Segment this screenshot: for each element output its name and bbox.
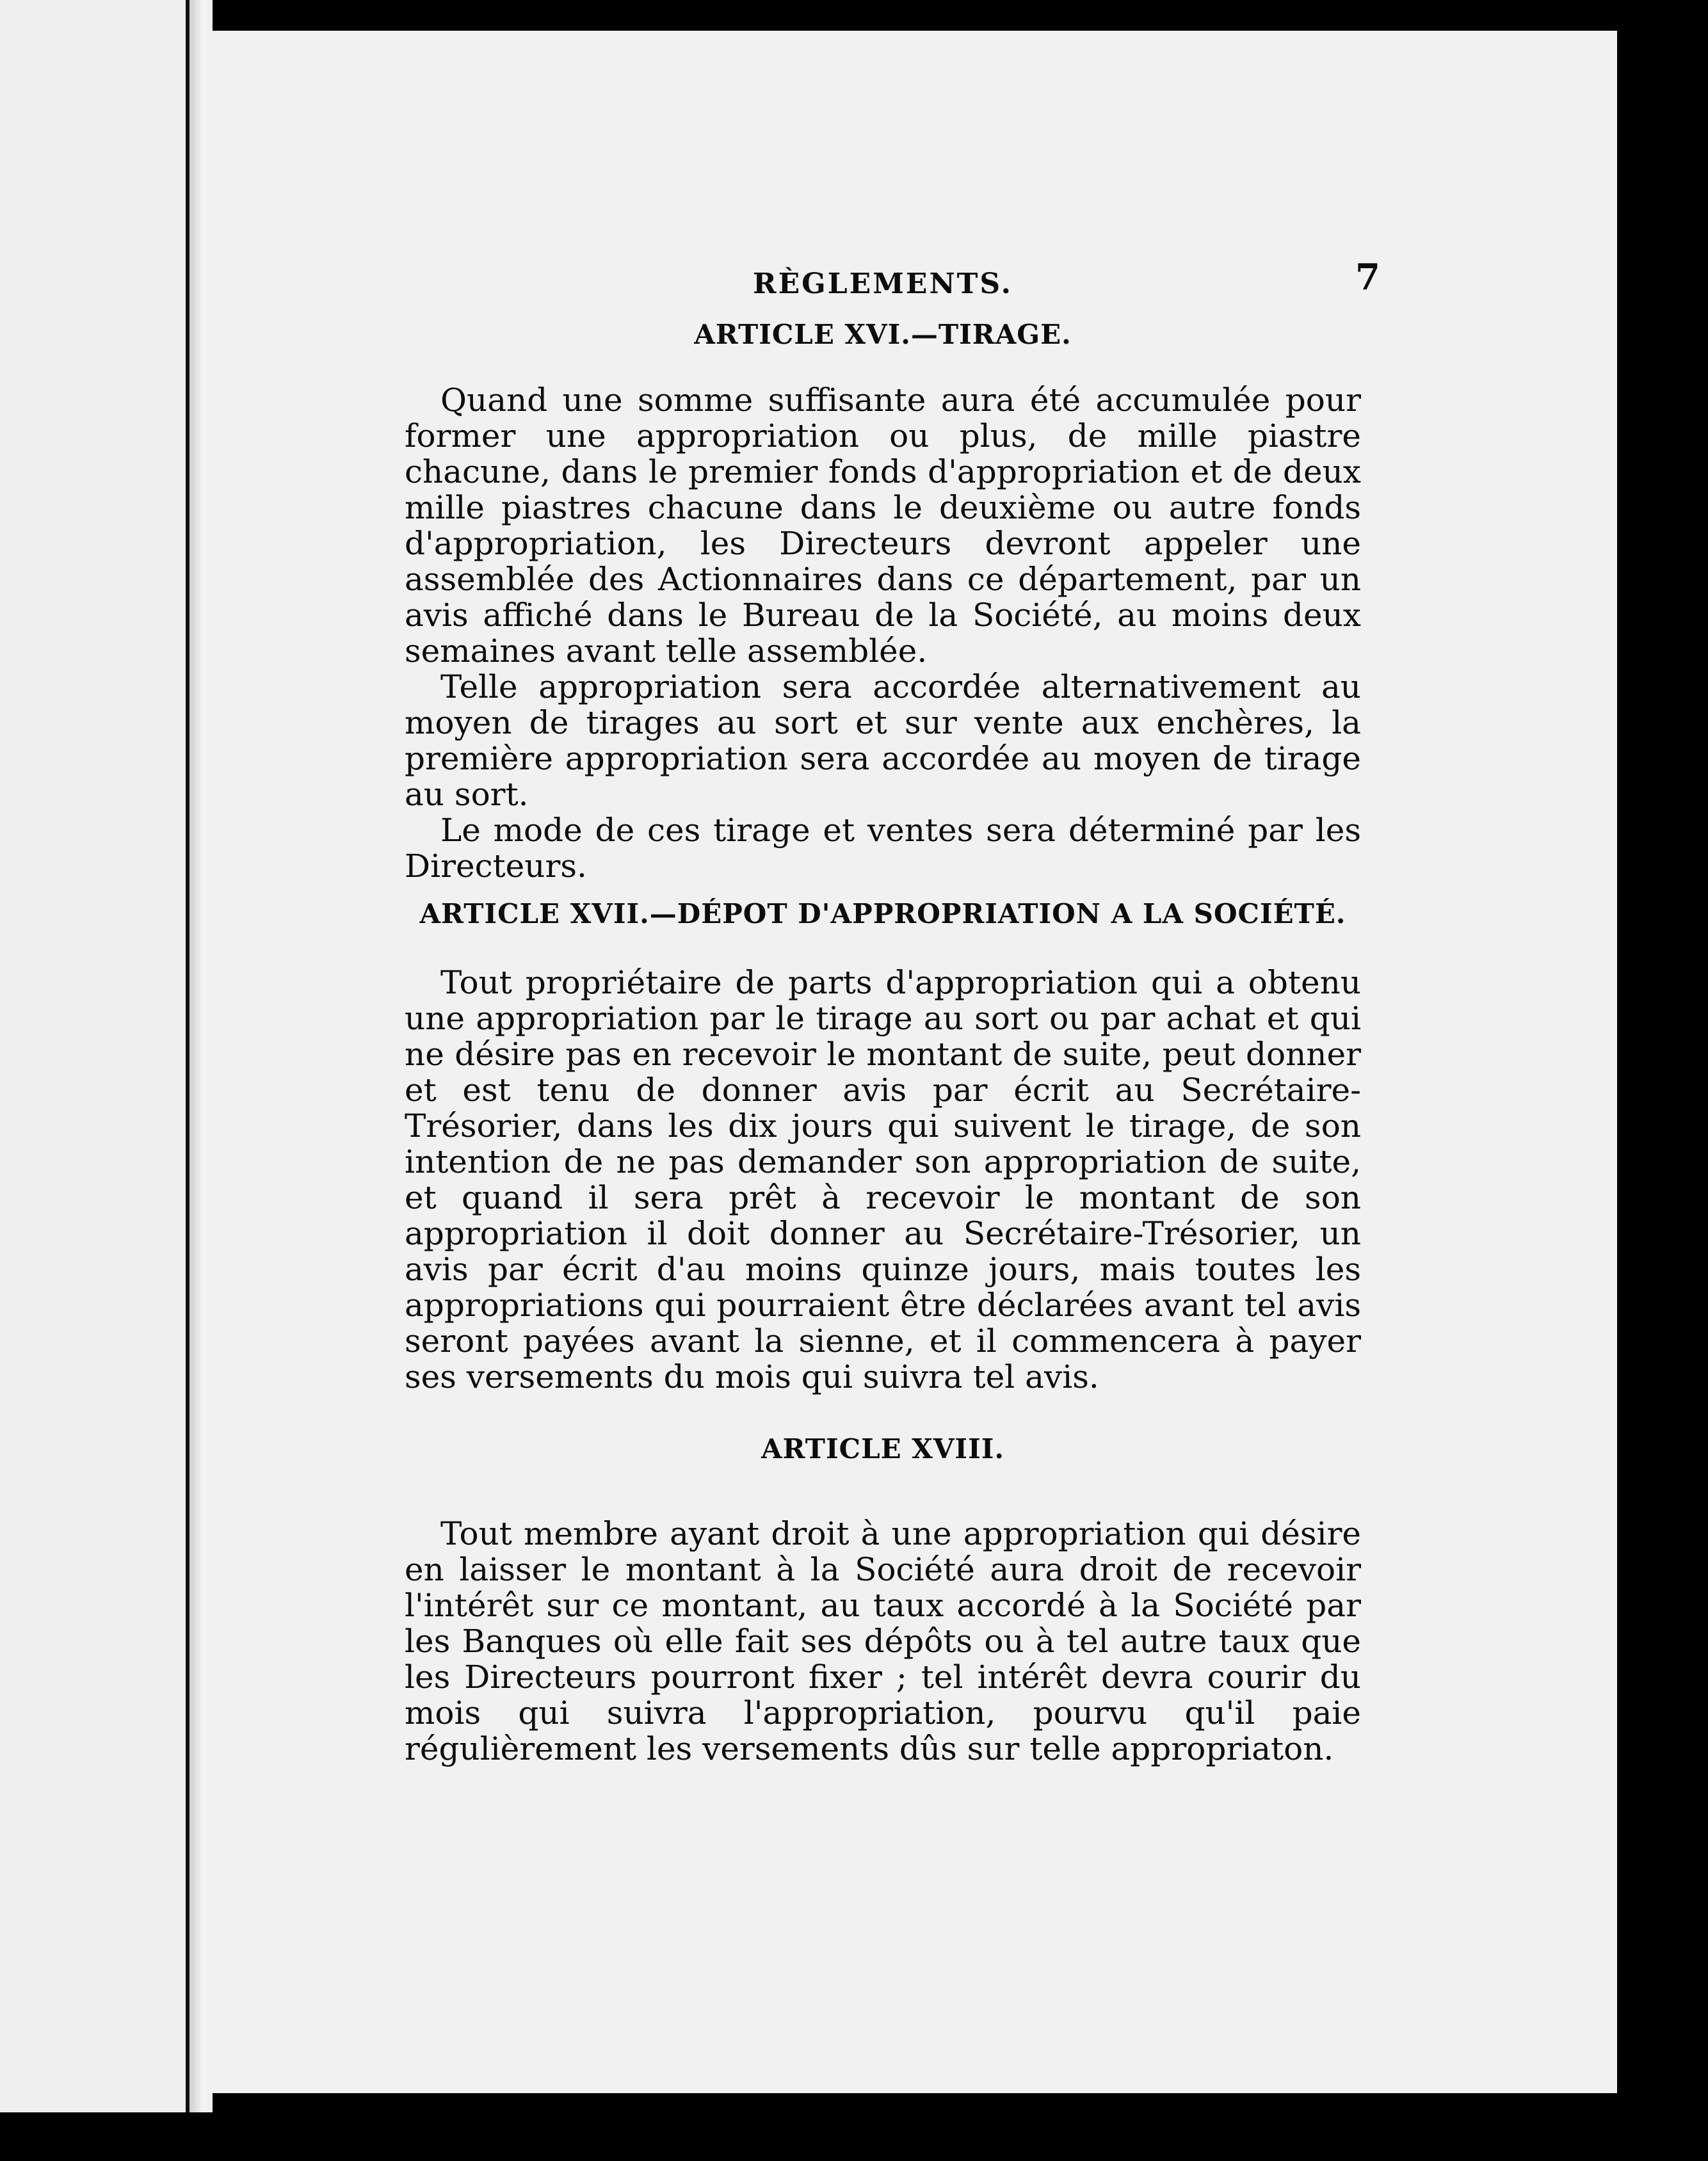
paragraph: Quand une somme suffisante aura été accumulée pour former une appropriation ou plus, de mille piastre chacune, dans le premier fonds d'appropriation et de deux mille piastres chacune dans le deuxième ou autre fonds d'appropriation, les Directeurs devront appeler une assemblée des Actionnaires dans ce département, par un avis affiché dans le Bureau de la Société, au moins deux semaines avant telle assemblée.	[405, 382, 1361, 670]
paragraph: Tout propriétaire de parts d'appropriation qui a obtenu une appropriation par le tirage au sort ou par achat et qui ne désire pas en recevoir le montant de suite, peut donner et est tenu de donner avis par écrit au Secrétaire-Trésorier, dans les dix jours qui suivent le tirage, de son intention de ne pas demander son appropriation de suite, et quand il sera prêt à recevoir le montant de son appropriation il doit donner au Secrétaire-Trésorier, un avis par écrit d'au moins quinze jours, mais toutes les appropriations qui pourraient être déclarées avant tel avis seront payées avant la sienne, et il commencera à payer ses versements du mois qui suivra tel avis.	[405, 964, 1361, 1395]
running-header	[405, 256, 1380, 314]
document-page	[209, 31, 1617, 2093]
text-block	[405, 256, 1380, 1767]
article-heading: ARTICLE XVIII.	[761, 1433, 1004, 1465]
paragraph: Telle appropriation sera accordée alternativement au moyen de tirages au sort et sur vente aux enchères, la première appropriation sera accordée au moyen de tirage au sort.	[405, 668, 1361, 813]
page-number: 7	[1355, 256, 1380, 298]
paragraph: Le mode de ces tirage et ventes sera déterminé par les Directeurs.	[405, 812, 1361, 885]
left-page-edge	[0, 0, 186, 2112]
running-title: RÈGLEMENTS.	[753, 268, 1013, 300]
article-heading: ARTICLE XVII.—DÉPOT D'APPROPRIATION A LA SOCIÉTÉ.	[419, 898, 1346, 929]
paragraph: Tout membre ayant droit à une appropriation qui désire en laisser le montant à la Société aura droit de recevoir l'intérêt sur ce montant, au taux accordé à la Société par les Banques où elle fait ses dépôts ou à tel autre taux que les Directeurs pourront fixer ; tel intérêt devra courir du mois qui suivra l'appropriation, pourvu qu'il paie régulièrement les versements dûs sur telle appropriaton.	[405, 1515, 1361, 1767]
article-heading: ARTICLE XVI.—TIRAGE.	[694, 319, 1072, 350]
